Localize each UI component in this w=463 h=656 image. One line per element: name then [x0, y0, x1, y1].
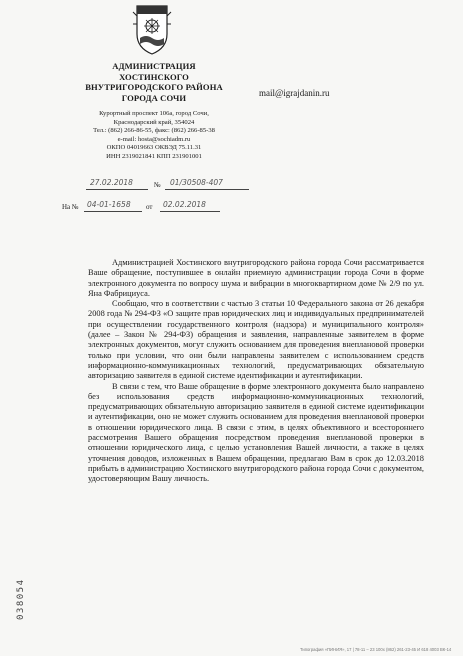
- reference-number-label: На №: [62, 203, 79, 211]
- reference-date-handwritten: 02.02.2018: [163, 200, 206, 209]
- org-line: ВНУТРИГОРОДСКОГО РАЙОНА: [85, 82, 223, 93]
- outgoing-number-handwritten: 01/30508-407: [170, 178, 223, 187]
- body-paragraph: Администрацией Хостинского внутригородского района города Сочи рассматривается Ваше обращение, поступившее в онлайн приемную администрации города Сочи в форме электронного документа по вопросу шума и вибрации в многоквартирном доме № 2/9 по ул. Яна Фабрициуса.: [88, 258, 424, 298]
- letter-body: [88, 258, 424, 485]
- printer-footer: Типография «ПИНИЯ», 17 | 78-11 – 23 100х (862) 261-23-45 И 618 4003 ВК-14: [300, 647, 452, 652]
- email-line: e-mail: hosta@sochiadm.ru: [117, 135, 191, 143]
- contact-details: [56, 110, 252, 162]
- org-line: АДМИНИСТРАЦИЯ: [112, 61, 196, 71]
- reference-number-handwritten: 04-01-1658: [87, 200, 131, 209]
- side-registration-stamp: 038054: [16, 578, 26, 620]
- org-line: ГОРОДА СОЧИ: [121, 92, 187, 103]
- recipient-email: mail@igrajdanin.ru: [259, 88, 330, 98]
- body-paragraph: В связи с тем, что Ваше обращение в форме электронного документа было направлено без использования средств информационно-коммуникационных технологий, предусматривающих обязательную авторизацию заявителя в единой системе идентификации и аутентификации, оно не может служить основанием для проведения внеплановой проверки в отношении юридического лица. В связи с этим, в целях объективного и всестороннего рассмотрения Вашего обращения посредством проведения внеплановой проверки в отношении юридического лица, с целью установления Вашей личности, а также в целях уточнения доводов, изложенных в Вашем обращении, предлагаю Вам в срок до 12.03.2018 прибыть в администрацию Хостинского внутригородского района города Сочи с документом, удостоверяющим Вашу личность.: [88, 381, 424, 484]
- organization-name: [68, 61, 240, 103]
- address-line: Курортный проспект 106а, город Сочи,: [99, 110, 209, 117]
- org-line: ХОСТИНСКОГО: [119, 71, 189, 82]
- inn-kpp-line: ИНН 2319021841 КПП 231901001: [106, 152, 202, 160]
- phone-fax-line: Тел.: (862) 266-86-55, факс: (862) 266-85-38: [93, 127, 215, 135]
- okpo-okved-line: ОКПО 04019663 ОКВЭД 75.11.31: [106, 144, 202, 152]
- body-paragraph: Сообщаю, что в соответствии с частью 3 статьи 10 Федерального закона от 26 декабря 2008 года № 294-ФЗ «О защите прав юридических лиц и индивидуальных предпринимателей при осуществлении государственного контроля (надзора) и муниципального контроля» (далее – Закон № 294-ФЗ) обращения и заявления, направленные заявителем в форме электронных документов, могут служить основанием для проведения внеплановой проверки только при условии, что они были направлены заявителем с использованием средств информационно-коммуникационных технологий, предусматривающих обязательную авторизацию заявителя в единой системе идентификации и аутентификации.: [88, 299, 424, 381]
- coat-of-arms-emblem: [131, 4, 173, 56]
- address-region-line: Краснодарский край, 354024: [113, 118, 195, 126]
- outgoing-date-handwritten: 27.02.2018: [90, 178, 133, 187]
- reference-date-label: от: [146, 203, 153, 211]
- number-label: №: [154, 181, 161, 189]
